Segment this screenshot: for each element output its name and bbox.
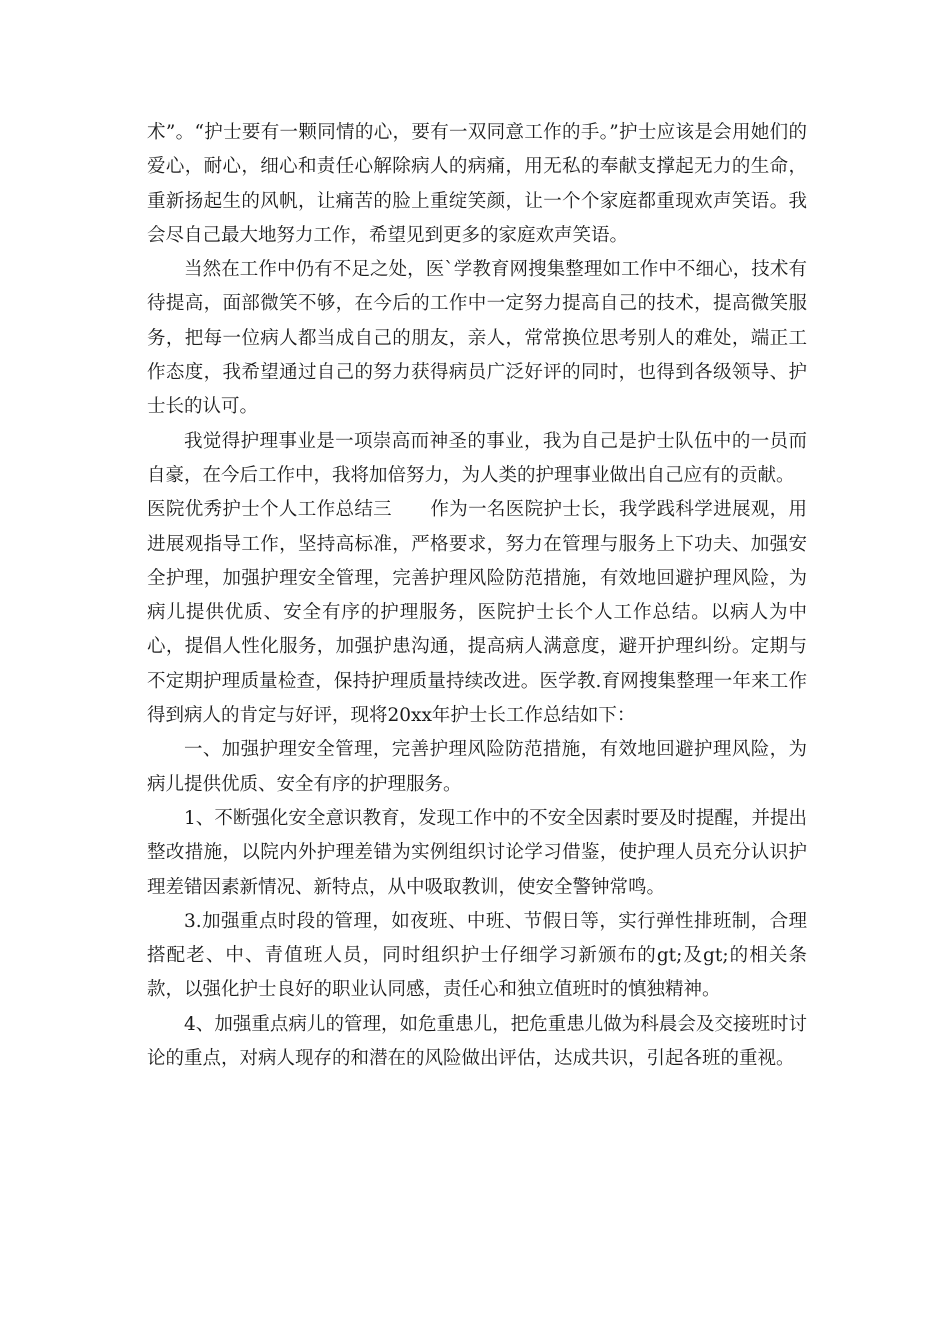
section-body: 作为一名医院护士长，我学践科学进展观，用进展观指导工作，坚持高标准，严格要求，努力在管理与服务上下功夫、加强安全护理，加强护理安全管理，完善护理风险防范措施，有效地回避护理风险，为病儿提供优质、安全有序的护理服务，医院护士长个人工作总结。以病人为中心，提倡人性化服务，加强护患沟通，提高病人满意度，避开护理纠纷。定期与不定期护理质量检查，保持护理质量持续改进。医学教.育网搜集整理一年来工作得到病人的肯定与好评，现将20xx年护士长工作总结如下： bbox=[147, 499, 807, 727]
paragraph-7: 3.加强重点时段的管理，如夜班、中班、节假日等，实行弹性排班制，合理搭配老、中、青值班人员，同时组织护士仔细学习新颁布的gt;及gt;的相关条款，以强化护士良好的职业认同感，责任心和独立值班时的慎独精神。 bbox=[147, 910, 807, 1001]
paragraph-6: 1、不断强化安全意识教育，发现工作中的不安全因素时要及时提醒，并提出整改措施，以院内外护理差错为实例组织讨论学习借鉴，使护理人员充分认识护理差错因素新情况、新特点，从中吸取教训，使安全警钟常鸣。 bbox=[147, 807, 807, 898]
paragraph-2: 当然在工作中仍有不足之处，医`学教育网搜集整理如工作中不细心，技术有待提高，面部微笑不够，在今后的工作中一定努力提高自己的技术，提高微笑服务，把每一位病人都当成自己的朋友，亲人，常常换位思考别人的难处，端正工作态度，我希望通过自己的努力获得病员广泛好评的同时，也得到各级领导、护士长的认可。 bbox=[147, 259, 807, 418]
paragraph-8: 4、加强重点病儿的管理，如危重患儿，把危重患儿做为科晨会及交接班时讨论的重点，对病人现存的和潜在的风险做出评估，达成共识，引起各班的重视。 bbox=[147, 1013, 807, 1070]
paragraph-4 bbox=[147, 493, 807, 733]
document-page bbox=[147, 116, 807, 1076]
paragraph-5: 一、加强护理安全管理，完善护理风险防范措施，有效地回避护理风险，为病儿提供优质、安全有序的护理服务。 bbox=[147, 739, 807, 795]
paragraph-3: 我觉得护理事业是一项崇高而神圣的事业，我为自己是护士队伍中的一员而自豪，在今后工作中，我将加倍努力，为人类的护理事业做出自己应有的贡献。 bbox=[147, 430, 807, 486]
paragraph-1: 术”。“护士要有一颗同情的心，要有一双同意工作的手。”护士应该是会用她们的爱心，耐心，细心和责任心解除病人的病痛，用无私的奉献支撑起无力的生命，重新扬起生的风帆，让痛苦的脸上重绽笑颜，让一个个家庭都重现欢声笑语。我会尽自己最大地努力工作，希望见到更多的家庭欢声笑语。 bbox=[147, 122, 807, 246]
section-title: 医院优秀护士个人工作总结三 bbox=[147, 499, 393, 521]
